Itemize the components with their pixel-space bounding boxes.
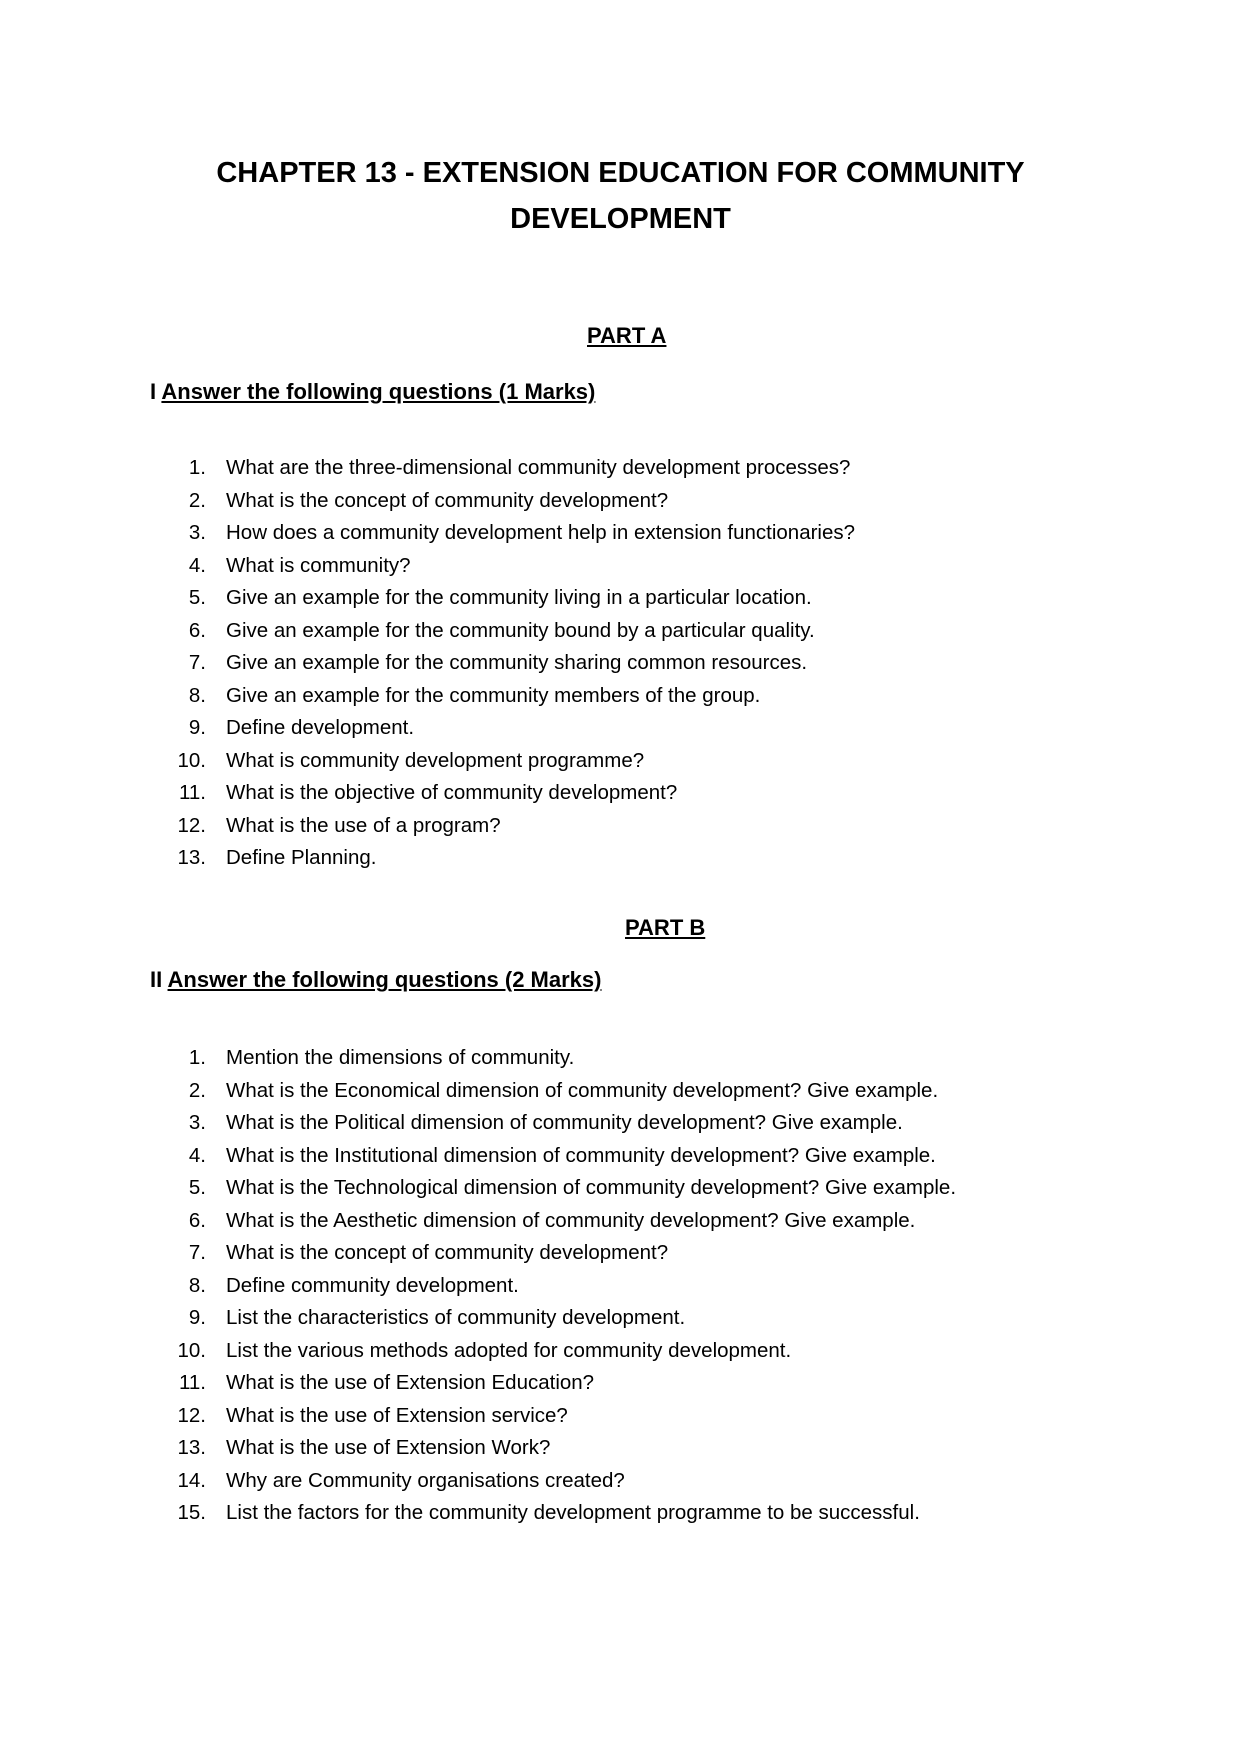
question-number: 10. (177, 1338, 206, 1362)
question-number: 3. (188, 1111, 206, 1134)
question-number: 2. (188, 488, 206, 512)
question-text: List the various methods adopted for community development. (226, 1338, 792, 1362)
part-b-instruction: Answer the following questions (2 Marks) (167, 967, 602, 992)
question-item (0, 1432, 1241, 1465)
chapter-title: CHAPTER 13 - EXTENSION EDUCATION FOR COMMUNITY DEVELOPMENT (216, 157, 1025, 235)
question-item (0, 550, 1241, 583)
question-item (0, 517, 1241, 550)
question-number: 4. (188, 1143, 206, 1167)
question-text: What is the Institutional dimension of community development? Give example. (226, 1143, 936, 1167)
question-number: 14. (177, 1468, 206, 1492)
question-text: Define Planning. (226, 846, 377, 869)
question-text: What is the Political dimension of community development? Give example. (226, 1111, 903, 1134)
question-number: 11. (179, 781, 206, 804)
question-text: List the factors for the community development programme to be successful. (226, 1501, 920, 1524)
part-a-section-number: I (150, 379, 157, 404)
question-number: 7. (188, 1241, 206, 1264)
question-text: What is community? (226, 553, 411, 577)
question-text: What is the use of Extension Education? (226, 1371, 595, 1394)
question-item (0, 1400, 1241, 1433)
question-number: 12. (177, 813, 206, 837)
question-number: 8. (188, 1273, 206, 1297)
question-number: 13. (177, 1436, 206, 1459)
question-item (0, 1465, 1241, 1498)
question-item (0, 647, 1241, 680)
question-text: What is community development programme? (226, 748, 645, 772)
question-text: What is the concept of community development? (226, 1241, 669, 1264)
part-b-heading: PART B (625, 915, 706, 940)
question-number: 10. (177, 748, 206, 772)
question-item (0, 745, 1241, 778)
question-item (0, 1367, 1241, 1400)
question-item (0, 1205, 1241, 1238)
question-number: 3. (188, 521, 206, 544)
question-text: What is the use of Extension service? (226, 1403, 568, 1427)
question-text: What is the objective of community development? (226, 781, 678, 804)
question-text: What is the Aesthetic dimension of community development? Give example. (226, 1208, 916, 1232)
question-text: What is the use of a program? (226, 813, 501, 837)
question-item (0, 777, 1241, 810)
question-item (0, 1497, 1241, 1530)
part-a-instruction: Answer the following questions (1 Marks) (161, 379, 596, 404)
question-item (0, 1140, 1241, 1173)
question-number: 6. (188, 618, 206, 642)
question-item (0, 842, 1241, 875)
part-b-section-number: II (150, 967, 163, 992)
question-text: What is the Economical dimension of community development? Give example. (226, 1078, 939, 1102)
question-number: 8. (188, 683, 206, 707)
question-item (0, 1237, 1241, 1270)
question-text: Mention the dimensions of community. (226, 1046, 575, 1069)
question-item (0, 1270, 1241, 1303)
question-number: 15. (177, 1501, 206, 1524)
question-number: 13. (177, 846, 206, 869)
question-text: Define development. (226, 716, 415, 739)
question-item (0, 680, 1241, 713)
question-item (0, 1335, 1241, 1368)
part-b-section-heading (150, 967, 601, 993)
part-b-question-list (0, 1042, 1241, 1530)
question-item (0, 1172, 1241, 1205)
question-number: 5. (188, 1176, 206, 1199)
question-number: 6. (188, 1208, 206, 1232)
part-a-section-heading (150, 379, 595, 405)
question-text: Give an example for the community living in a particular location. (226, 586, 812, 609)
question-item (0, 1075, 1241, 1108)
part-a-heading: PART A (587, 323, 667, 348)
question-text: How does a community development help in extension functionaries? (226, 521, 856, 544)
question-number: 5. (188, 586, 206, 609)
question-item (0, 1107, 1241, 1140)
question-text: What are the three-dimensional community development processes? (226, 456, 851, 479)
question-number: 1. (188, 456, 206, 479)
question-text: Define community development. (226, 1273, 519, 1297)
question-text: What is the Technological dimension of community development? Give example. (226, 1176, 957, 1199)
question-number: 2. (188, 1078, 206, 1102)
question-item (0, 582, 1241, 615)
question-text: What is the use of Extension Work? (226, 1436, 551, 1459)
question-item (0, 615, 1241, 648)
question-text: Give an example for the community members of the group. (226, 683, 761, 707)
question-number: 9. (188, 1306, 206, 1329)
question-item (0, 1302, 1241, 1335)
question-item (0, 810, 1241, 843)
question-text: Give an example for the community bound by a particular quality. (226, 618, 815, 642)
question-text: What is the concept of community development? (226, 488, 669, 512)
part-a-question-list (0, 452, 1241, 875)
question-number: 11. (179, 1371, 206, 1394)
question-text: Why are Community organisations created? (226, 1468, 625, 1492)
question-number: 12. (177, 1403, 206, 1427)
question-text: Give an example for the community sharing common resources. (226, 651, 808, 674)
question-number: 9. (188, 716, 206, 739)
question-number: 4. (188, 553, 206, 577)
question-item (0, 712, 1241, 745)
question-number: 7. (188, 651, 206, 674)
question-item (0, 1042, 1241, 1075)
question-item (0, 485, 1241, 518)
question-number: 1. (188, 1046, 206, 1069)
question-item (0, 452, 1241, 485)
question-text: List the characteristics of community development. (226, 1306, 686, 1329)
